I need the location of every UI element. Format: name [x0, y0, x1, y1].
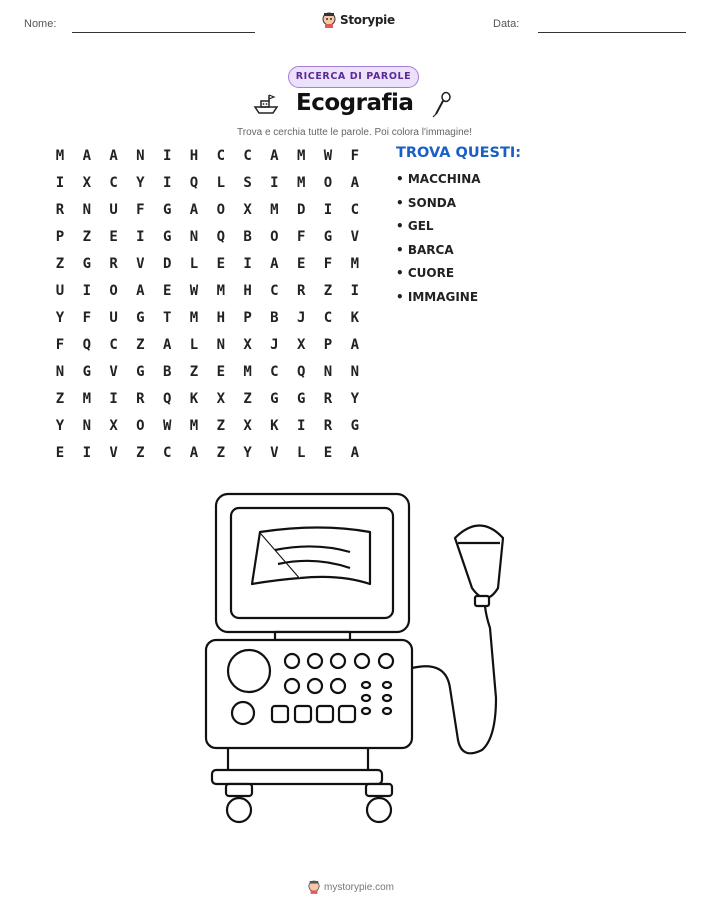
grid-letter[interactable]: Q: [82, 337, 92, 353]
grid-letter[interactable]: M: [296, 175, 306, 191]
activity-badge: RICERCA DI PAROLE: [288, 66, 419, 88]
grid-letter[interactable]: W: [189, 283, 199, 299]
grid-letter[interactable]: Z: [243, 391, 252, 407]
grid-letter[interactable]: Z: [216, 445, 226, 461]
grid-letter[interactable]: F: [82, 310, 92, 326]
grid-letter[interactable]: N: [216, 337, 226, 353]
grid-letter[interactable]: U: [109, 310, 118, 326]
grid-letter[interactable]: P: [55, 229, 65, 245]
date-label: Data:: [493, 18, 520, 30]
grid-letter[interactable]: H: [243, 283, 252, 299]
grid-letter[interactable]: F: [55, 337, 65, 353]
word-list-item: • MACCHINA: [396, 172, 481, 186]
brand-logo: [322, 12, 395, 28]
name-line[interactable]: [72, 32, 255, 33]
grid-letter[interactable]: X: [243, 202, 252, 218]
grid-letter[interactable]: M: [189, 418, 199, 434]
grid-letter[interactable]: W: [162, 418, 172, 434]
grid-letter[interactable]: I: [55, 175, 65, 191]
grid-letter[interactable]: E: [109, 229, 118, 245]
grid-letter[interactable]: G: [162, 229, 172, 245]
instructions: Trova e cerchia tutte le parole. Poi colora l'immagine!: [237, 127, 472, 138]
grid-letter[interactable]: F: [296, 229, 306, 245]
grid-letter[interactable]: C: [270, 283, 279, 299]
footer-url: mystorypie.com: [324, 881, 395, 893]
grid-letter[interactable]: G: [270, 391, 279, 407]
grid-letter[interactable]: A: [82, 148, 92, 164]
grid-letter[interactable]: E: [216, 256, 226, 272]
grid-letter[interactable]: V: [136, 256, 145, 272]
grid-letter[interactable]: K: [189, 391, 199, 407]
grid-letter[interactable]: A: [350, 445, 360, 461]
grid-letter[interactable]: E: [323, 445, 333, 461]
grid-letter[interactable]: F: [323, 256, 333, 272]
grid-letter[interactable]: K: [350, 310, 360, 326]
grid-letter[interactable]: J: [296, 310, 306, 326]
grid-letter[interactable]: B: [270, 310, 279, 326]
grid-letter[interactable]: Q: [216, 229, 226, 245]
grid-letter[interactable]: I: [82, 445, 92, 461]
grid-letter[interactable]: G: [296, 391, 306, 407]
grid-letter[interactable]: Z: [55, 256, 65, 272]
grid-letter[interactable]: E: [296, 256, 306, 272]
boat-icon: [252, 92, 280, 116]
word-list-item: • IMMAGINE: [396, 290, 479, 304]
grid-letter[interactable]: D: [296, 202, 306, 218]
grid-letter[interactable]: V: [350, 229, 360, 245]
grid-letter[interactable]: X: [109, 418, 118, 434]
grid-letter[interactable]: M: [350, 256, 360, 272]
grid-letter[interactable]: Y: [243, 445, 252, 461]
grid-letter[interactable]: M: [270, 202, 279, 218]
grid-letter[interactable]: X: [243, 418, 252, 434]
grid-letter[interactable]: O: [109, 283, 118, 299]
storypie-mascot-icon: [322, 12, 336, 28]
grid-letter[interactable]: Y: [136, 175, 145, 191]
grid-letter[interactable]: O: [216, 202, 226, 218]
word-list-item: • CUORE: [396, 266, 455, 280]
grid-letter[interactable]: Z: [136, 337, 145, 353]
grid-letter[interactable]: A: [162, 337, 172, 353]
grid-letter[interactable]: M: [189, 310, 199, 326]
grid-letter[interactable]: I: [162, 175, 172, 191]
grid-letter[interactable]: D: [162, 256, 172, 272]
grid-letter[interactable]: F: [350, 148, 360, 164]
grid-letter[interactable]: N: [189, 229, 199, 245]
grid-letter[interactable]: Z: [55, 391, 65, 407]
grid-letter[interactable]: Z: [323, 283, 333, 299]
grid-letter[interactable]: Z: [82, 229, 92, 245]
word-list-item: • SONDA: [396, 196, 456, 210]
grid-letter[interactable]: N: [350, 364, 360, 380]
grid-letter[interactable]: C: [243, 148, 252, 164]
grid-letter[interactable]: G: [350, 418, 360, 434]
grid-letter[interactable]: F: [136, 202, 145, 218]
grid-letter[interactable]: X: [216, 391, 226, 407]
grid-letter[interactable]: R: [323, 418, 333, 434]
grid-letter[interactable]: T: [162, 310, 172, 326]
grid-letter[interactable]: V: [109, 364, 118, 380]
grid-letter[interactable]: A: [350, 337, 360, 353]
grid-letter[interactable]: I: [109, 391, 118, 407]
grid-letter[interactable]: Q: [189, 175, 199, 191]
grid-letter[interactable]: C: [162, 445, 172, 461]
grid-letter[interactable]: A: [270, 148, 279, 164]
grid-letter[interactable]: N: [82, 418, 92, 434]
grid-letter[interactable]: M: [55, 148, 65, 164]
grid-letter[interactable]: I: [136, 229, 145, 245]
grid-letter[interactable]: A: [270, 256, 279, 272]
grid-letter[interactable]: G: [162, 202, 172, 218]
grid-letter[interactable]: M: [82, 391, 92, 407]
grid-letter[interactable]: V: [109, 445, 118, 461]
grid-letter[interactable]: M: [243, 364, 252, 380]
grid-letter[interactable]: B: [162, 364, 172, 380]
date-line[interactable]: [538, 32, 686, 33]
grid-letter[interactable]: R: [323, 391, 333, 407]
grid-letter[interactable]: N: [82, 202, 92, 218]
grid-letter[interactable]: M: [296, 148, 306, 164]
word-list-title: TROVA QUESTI:: [396, 145, 522, 161]
grid-letter[interactable]: C: [323, 310, 333, 326]
grid-letter[interactable]: P: [323, 337, 333, 353]
grid-letter[interactable]: N: [55, 364, 65, 380]
grid-letter[interactable]: L: [216, 175, 226, 191]
grid-letter[interactable]: A: [189, 202, 199, 218]
grid-letter[interactable]: C: [350, 202, 360, 218]
grid-letter[interactable]: E: [55, 445, 65, 461]
grid-letter[interactable]: G: [136, 364, 145, 380]
page-title: Ecografia: [296, 90, 414, 116]
grid-letter[interactable]: Z: [189, 364, 199, 380]
grid-letter[interactable]: R: [55, 202, 65, 218]
grid-letter[interactable]: G: [82, 364, 92, 380]
grid-letter[interactable]: X: [243, 337, 252, 353]
grid-letter[interactable]: L: [189, 256, 199, 272]
grid-letter[interactable]: X: [82, 175, 92, 191]
name-label: Nome:: [24, 18, 57, 30]
grid-letter[interactable]: A: [189, 445, 199, 461]
grid-letter[interactable]: B: [243, 229, 252, 245]
grid-letter[interactable]: Z: [216, 418, 226, 434]
grid-letter[interactable]: C: [270, 364, 279, 380]
grid-letter[interactable]: L: [296, 445, 306, 461]
grid-letter[interactable]: A: [350, 175, 360, 191]
grid-letter[interactable]: S: [243, 175, 252, 191]
grid-letter[interactable]: A: [109, 148, 118, 164]
grid-letter[interactable]: N: [323, 364, 333, 380]
grid-letter[interactable]: J: [270, 337, 279, 353]
grid-letter[interactable]: I: [162, 148, 172, 164]
ultrasound-probe-icon: [430, 91, 454, 119]
storypie-mascot-icon: [308, 880, 320, 894]
grid-letter[interactable]: N: [136, 148, 145, 164]
footer: [308, 880, 394, 894]
grid-letter[interactable]: I: [270, 175, 279, 191]
grid-letter[interactable]: H: [189, 148, 199, 164]
grid-letter[interactable]: C: [216, 148, 226, 164]
grid-letter[interactable]: O: [323, 175, 333, 191]
grid-letter[interactable]: U: [109, 202, 118, 218]
grid-letter[interactable]: E: [162, 283, 172, 299]
word-list-item: • GEL: [396, 219, 434, 233]
grid-letter[interactable]: Y: [55, 418, 65, 434]
grid-letter[interactable]: H: [216, 310, 226, 326]
ultrasound-machine-illustration: [200, 488, 520, 833]
grid-letter[interactable]: I: [350, 283, 360, 299]
grid-letter[interactable]: K: [270, 418, 279, 434]
grid-letter[interactable]: C: [109, 175, 118, 191]
grid-letter[interactable]: W: [323, 148, 333, 164]
grid-letter[interactable]: I: [82, 283, 92, 299]
grid-letter[interactable]: U: [55, 283, 65, 299]
grid-letter[interactable]: Q: [296, 364, 306, 380]
grid-letter[interactable]: L: [189, 337, 199, 353]
grid-letter[interactable]: M: [216, 283, 226, 299]
grid-letter[interactable]: E: [216, 364, 226, 380]
grid-letter[interactable]: G: [323, 229, 333, 245]
grid-letter[interactable]: Y: [350, 391, 360, 407]
grid-letter[interactable]: I: [323, 202, 333, 218]
word-list-item: • BARCA: [396, 243, 454, 257]
grid-letter[interactable]: R: [136, 391, 145, 407]
grid-letter[interactable]: C: [109, 337, 118, 353]
grid-letter[interactable]: Z: [136, 445, 145, 461]
grid-letter[interactable]: O: [270, 229, 279, 245]
grid-letter[interactable]: X: [296, 337, 306, 353]
grid-letter[interactable]: I: [243, 256, 252, 272]
grid-letter[interactable]: Q: [162, 391, 172, 407]
grid-letter[interactable]: Y: [55, 310, 65, 326]
grid-letter[interactable]: G: [136, 310, 145, 326]
grid-letter[interactable]: G: [82, 256, 92, 272]
grid-letter[interactable]: O: [136, 418, 145, 434]
grid-letter[interactable]: R: [109, 256, 118, 272]
brand-name: Storypie: [340, 13, 395, 27]
grid-letter[interactable]: I: [296, 418, 306, 434]
grid-letter[interactable]: V: [270, 445, 279, 461]
grid-letter[interactable]: R: [296, 283, 306, 299]
grid-letter[interactable]: A: [136, 283, 145, 299]
grid-letter[interactable]: P: [243, 310, 252, 326]
